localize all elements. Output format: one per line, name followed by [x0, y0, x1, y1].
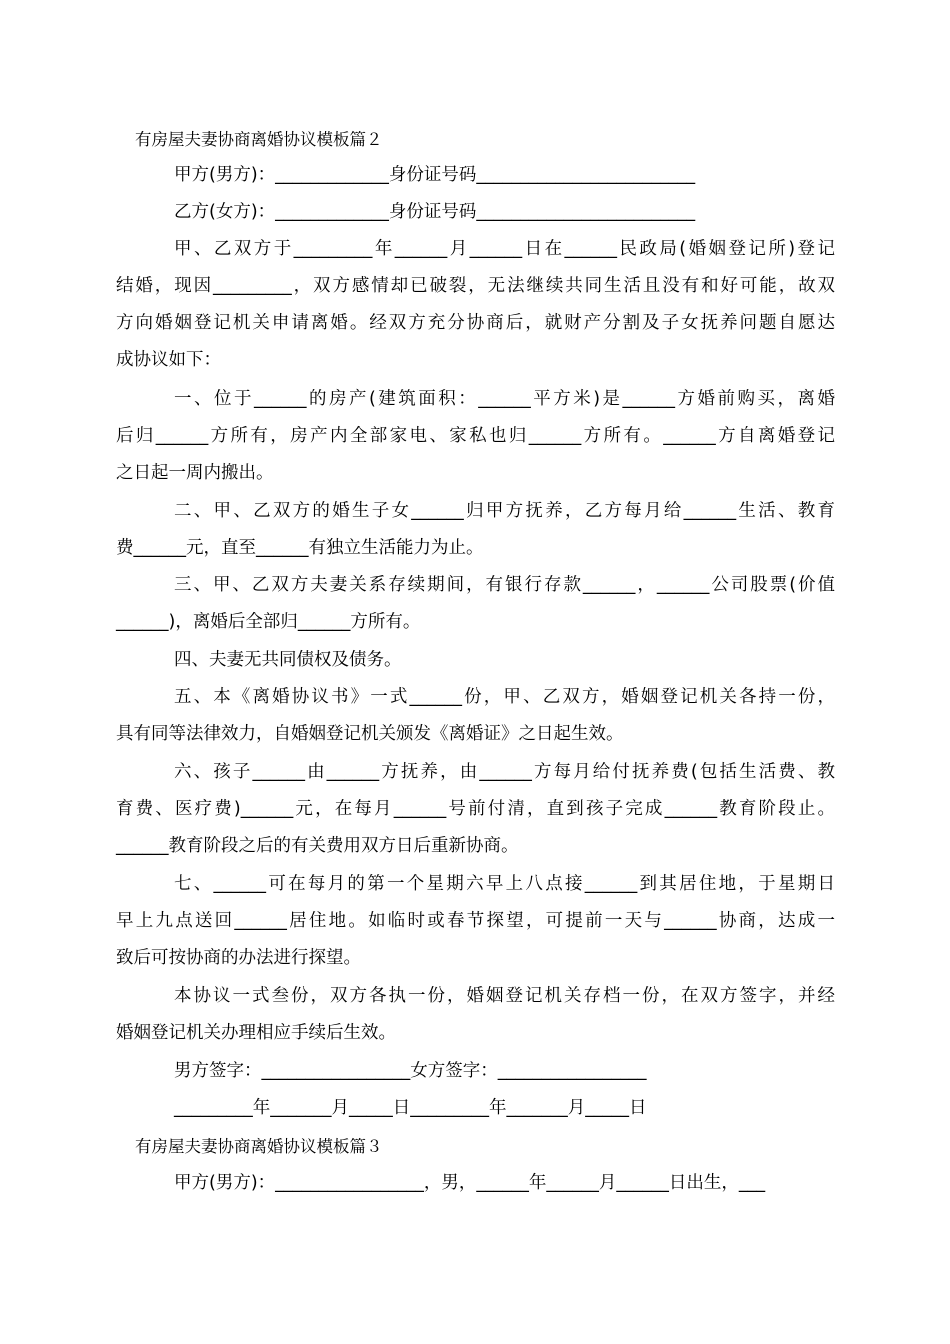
clause-6-line-2: 育费、医疗费)______元，在每月______号前付清，直到孩子完成______教育阶段止。 — [116, 799, 835, 819]
party-b-line: 乙方(女方)：_____________身份证号码_________________________ — [174, 202, 696, 222]
clause-2-line-2: 费______元，直至______有独立生活能力为止。 — [116, 538, 484, 558]
clause-5-line-2: 具有同等法律效力，自婚姻登记机关颁发《离婚证》之日起生效。 — [116, 724, 624, 744]
clause-2-line-1: 二、甲、乙双方的婚生子女______归甲方抚养，乙方每月给______生活、教育 — [174, 501, 835, 521]
clause-7-line-1: 七、______可在每月的第一个星期六早上八点接______到其居住地，于星期日 — [174, 874, 835, 894]
clause-7-line-3: 致后可按协商的办法进行探望。 — [116, 948, 361, 968]
party-a-line: 甲方(男方)：_____________身份证号码_________________________ — [174, 165, 696, 185]
clause-3-line-2: ______)，离婚后全部归______方所有。 — [116, 612, 421, 632]
closing-line-2: 婚姻登记机关办理相应手续后生效。 — [116, 1023, 396, 1043]
clause-4-line-1: 四、夫妻无共同债权及债务。 — [174, 650, 402, 670]
clause-3-line-1: 三、甲、乙双方夫妻关系存续期间，有银行存款______，______公司股票(价值 — [174, 575, 835, 595]
clause-1-line-2: 后归______方所有，房产内全部家电、家私也归______方所有。______方自离婚登记 — [116, 426, 835, 446]
clause-7-line-2: 早上九点送回______居住地。如临时或春节探望，可提前一天与______协商，达成一 — [116, 911, 835, 931]
section-2-title: 有房屋夫妻协商离婚协议模板篇２ — [135, 130, 383, 149]
clause-5-line-1: 五、本《离婚协议书》一式______份，甲、乙双方，婚姻登记机关各持一份， — [174, 687, 835, 707]
intro-line-1: 甲、乙双方于_________年______月______日在______民政局(婚姻登记所)登记 — [174, 239, 835, 259]
clause-1-line-3: 之日起一周内搬出。 — [116, 463, 274, 483]
date-line: _________年_______月_____日_________年_______月_____日 — [174, 1098, 647, 1118]
intro-line-3: 方向婚姻登记机关申请离婚。经双方充分协商后，就财产分割及子女抚养问题自愿达 — [116, 313, 835, 333]
intro-line-2: 结婚，现因_________，双方感情却已破裂，无法继续共同生活且没有和好可能，故双 — [116, 276, 835, 296]
signature-line: 男方签字：_________________女方签字：_________________ — [174, 1061, 647, 1081]
section-3-title: 有房屋夫妻协商离婚协议模板篇３ — [135, 1137, 383, 1156]
clause-1-line-1: 一、位于______的房产(建筑面积：______平方米)是______方婚前购买，离婚 — [174, 389, 835, 409]
section-3-party-a-line: 甲方(男方)：_________________，男，______年______月______日出生，___ — [174, 1173, 766, 1193]
closing-line-1: 本协议一式叁份，双方各执一份，婚姻登记机关存档一份，在双方签字，并经 — [174, 986, 835, 1006]
intro-line-4: 成协议如下： — [116, 350, 221, 370]
clause-6-line-1: 六、孩子______由______方抚养，由______方每月给付抚养费(包括生活费、教 — [174, 762, 835, 782]
clause-6-line-3: ______教育阶段之后的有关费用双方日后重新协商。 — [116, 836, 519, 856]
